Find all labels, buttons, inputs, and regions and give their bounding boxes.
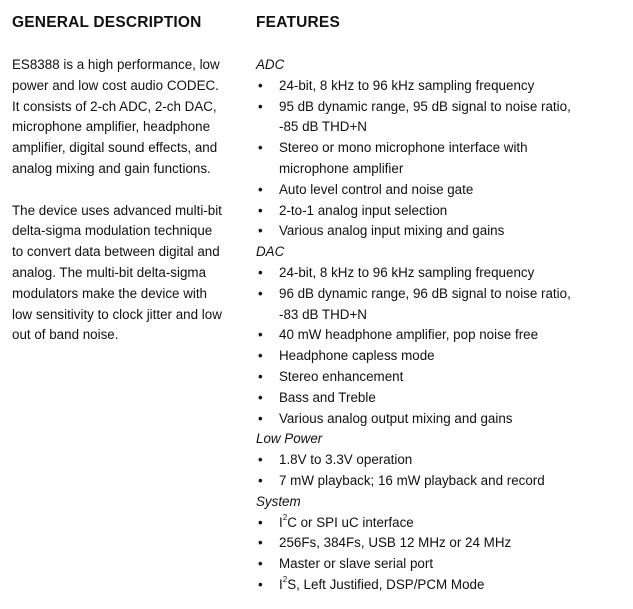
bullet-icon: • (258, 140, 263, 156)
feature-line: Master or slave serial port (279, 556, 434, 572)
feature-line: Stereo enhancement (279, 368, 404, 384)
description-paragraph (12, 201, 252, 347)
feature-item (256, 180, 626, 201)
section-title-system: System (256, 493, 301, 509)
features-heading: FEATURES (256, 14, 340, 31)
paragraph-line: It consists of 2-ch ADC, 2-ch DAC, (12, 98, 217, 114)
bullet-icon: • (258, 556, 263, 572)
feature-item (256, 513, 626, 534)
superscript: 2 (282, 574, 288, 584)
feature-item (256, 138, 626, 180)
feature-line: 2-to-1 analog input selection (279, 202, 448, 218)
bullet-icon: • (258, 389, 263, 405)
feature-item (256, 76, 626, 97)
feature-prefix: I (279, 576, 283, 592)
paragraph-line: amplifier, digital sound effects, and (12, 140, 218, 156)
bullet-icon: • (258, 348, 263, 364)
feature-line: 40 mW headphone amplifier, pop noise free (279, 327, 539, 343)
paragraph-line: modulators make the device with (12, 285, 208, 301)
paragraph-line: delta-sigma modulation technique (12, 223, 213, 239)
feature-line: -85 dB THD+N (279, 119, 367, 135)
feature-line: 24-bit, 8 kHz to 96 kHz sampling frequency (279, 77, 535, 93)
bullet-icon: • (258, 410, 263, 426)
feature-line: 1.8V to 3.3V operation (279, 452, 413, 468)
bullet-icon: • (258, 514, 263, 530)
feature-item (256, 201, 626, 222)
feature-item (256, 388, 626, 409)
feature-prefix: I (279, 514, 283, 530)
bullet-icon: • (258, 98, 263, 114)
feature-line: 256Fs, 384Fs, USB 12 MHz or 24 MHz (279, 535, 512, 551)
feature-item (256, 97, 626, 139)
feature-item (256, 263, 626, 284)
bullet-icon: • (258, 368, 263, 384)
feature-line: Auto level control and noise gate (279, 181, 474, 197)
bullet-icon: • (258, 202, 263, 218)
feature-line: Various analog input mixing and gains (279, 223, 505, 239)
general-description-heading: GENERAL DESCRIPTION (12, 14, 202, 31)
feature-item (256, 554, 626, 575)
feature-line: Various analog output mixing and gains (279, 410, 513, 426)
bullet-icon: • (258, 327, 263, 343)
feature-item (256, 575, 626, 596)
paragraph-line: The device uses advanced multi-bit (12, 202, 222, 218)
feature-item (256, 533, 626, 554)
paragraph-line: ES8388 is a high performance, low (12, 57, 220, 72)
bullet-icon: • (258, 285, 263, 301)
feature-text: C or SPI uC interface (287, 514, 414, 530)
bullet-icon: • (258, 576, 263, 592)
feature-item (256, 284, 626, 326)
feature-text: S, Left Justified, DSP/PCM Mode (287, 576, 485, 592)
bullet-icon: • (258, 472, 263, 488)
paragraph-line: power and low cost audio CODEC. (12, 77, 219, 93)
bullet-icon: • (258, 264, 263, 280)
bullet-icon: • (258, 452, 263, 468)
bullet-icon: • (258, 535, 263, 551)
paragraph-line: analog. The multi-bit delta-sigma (12, 264, 207, 280)
feature-item (256, 409, 626, 430)
feature-line (279, 575, 626, 596)
general-description-body (12, 55, 252, 367)
paragraph-line: to convert data between digital and (12, 244, 220, 260)
bullet-icon: • (258, 223, 263, 239)
paragraph-line: microphone amplifier, headphone (12, 119, 211, 135)
description-paragraph (12, 55, 252, 180)
feature-item (256, 221, 626, 242)
bullet-icon: • (258, 77, 263, 93)
feature-item (256, 325, 626, 346)
paragraph-line: low sensitivity to clock jitter and low (12, 306, 222, 322)
feature-item (256, 471, 626, 492)
section-title-power: Low Power (256, 431, 323, 447)
feature-item (256, 346, 626, 367)
bullet-icon: • (258, 181, 263, 197)
feature-item (256, 367, 626, 388)
feature-line: -83 dB THD+N (279, 306, 367, 322)
feature-line (279, 513, 626, 534)
feature-line: 96 dB dynamic range, 96 dB signal to noise ratio, (279, 285, 571, 301)
paragraph-line: out of band noise. (12, 327, 119, 343)
feature-item (256, 450, 626, 471)
features-list (256, 55, 626, 596)
feature-line: Stereo or mono microphone interface with (279, 140, 528, 156)
section-title-adc: ADC (256, 57, 285, 72)
feature-line: 7 mW playback; 16 mW playback and record (279, 472, 545, 488)
paragraph-line: analog mixing and gain functions. (12, 160, 211, 176)
feature-line: 95 dB dynamic range, 95 dB signal to noise ratio, (279, 98, 571, 114)
feature-line: microphone amplifier (279, 160, 404, 176)
feature-line: Bass and Treble (279, 389, 376, 405)
feature-line: Headphone capless mode (279, 348, 435, 364)
superscript: 2 (282, 512, 288, 522)
feature-line: 24-bit, 8 kHz to 96 kHz sampling frequency (279, 264, 535, 280)
section-title-dac: DAC (256, 244, 285, 260)
